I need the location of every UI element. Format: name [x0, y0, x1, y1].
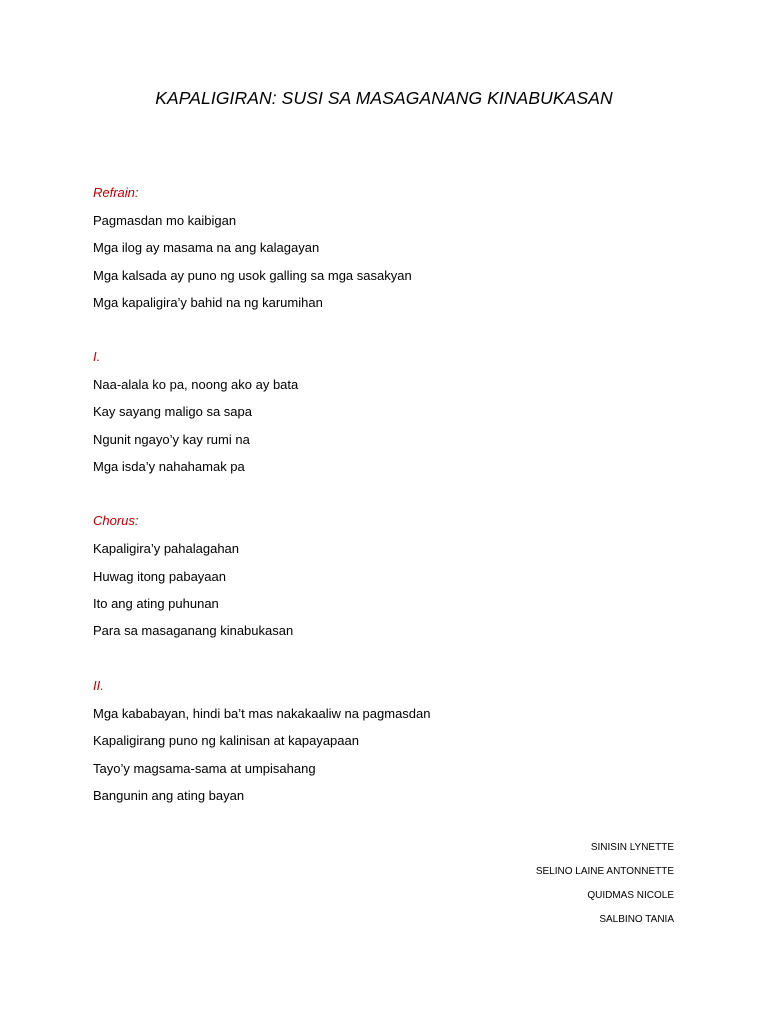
author-name: QUIDMAS NICOLE — [587, 890, 674, 901]
lyric-line: Ngunit ngayo’y kay rumi na — [93, 432, 250, 447]
lyric-line: Tayo’y magsama-sama at umpisahang — [93, 761, 316, 776]
section-label-verse-1: I. — [93, 349, 101, 364]
lyric-line: Huwag itong pabayaan — [93, 569, 226, 584]
lyric-line: Mga kababayan, hindi ba’t mas nakakaaliw na pagmasdan — [93, 706, 431, 721]
lyric-line: Naa-alala ko pa, noong ako ay bata — [93, 377, 299, 392]
lyric-line: Mga ilog ay masama na ang kalagayan — [93, 240, 320, 255]
lyric-line: Kay sayang maligo sa sapa — [93, 404, 252, 419]
section-label-refrain: Refrain: — [93, 185, 139, 200]
lyric-line: Kapaligirang puno ng kalinisan at kapayapaan — [93, 733, 359, 748]
author-name: SINISIN LYNETTE — [590, 842, 674, 853]
lyric-line: Mga isda’y nahahamak pa — [93, 459, 245, 474]
author-name: SALBINO TANIA — [599, 914, 674, 925]
lyric-line: Bangunin ang ating bayan — [93, 788, 245, 803]
section-label-verse-2: II. — [93, 678, 104, 693]
lyric-line: Ito ang ating puhunan — [93, 596, 219, 611]
lyric-line: Para sa masaganang kinabukasan — [93, 623, 294, 638]
author-name: SELINO LAINE ANTONNETTE — [535, 866, 674, 877]
lyric-line: Pagmasdan mo kaibigan — [93, 213, 237, 228]
lyric-line: Mga kapaligira’y bahid na ng karumihan — [93, 295, 323, 310]
lyric-line: Kapaligira’y pahalagahan — [93, 541, 240, 556]
document-title: KAPALIGIRAN: SUSI SA MASAGANANG KINABUKASAN — [155, 88, 613, 108]
section-label-chorus: Chorus: — [93, 513, 139, 528]
lyric-line: Mga kalsada ay puno ng usok galling sa mga sasakyan — [93, 268, 412, 283]
